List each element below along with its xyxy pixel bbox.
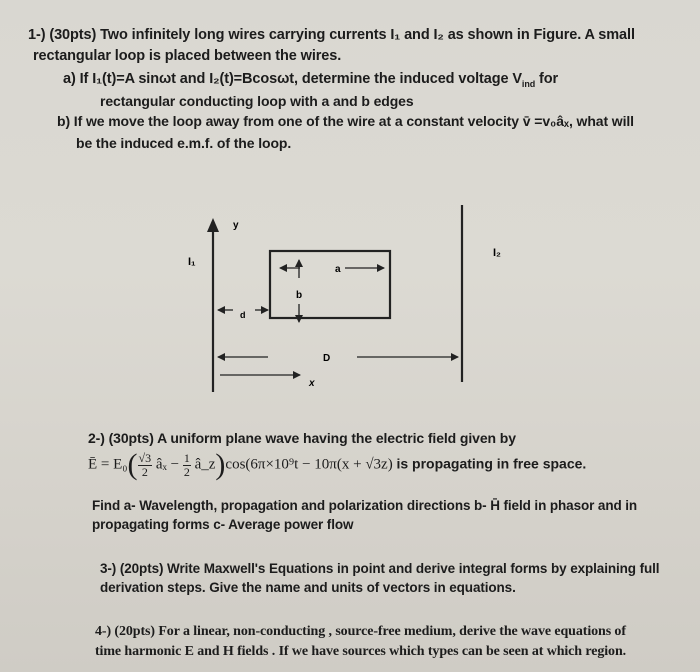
q1b-velocity: v̄ =v₀âₓ [522,113,569,129]
q3-line2: derivation steps. Give the name and units of vectors in equations. [100,580,516,595]
q1b-prefix: b) If we move the loop away from one of the wire at a constant velocity [57,113,523,129]
label-y: y [233,220,239,231]
wire-1-arrow-icon [207,218,219,232]
q1b-line2: be the induced e.m.f. of the loop. [76,135,292,151]
eq-ax: âₓ − [155,456,180,473]
q1-line1: 1-) (30pts) Two infinitely long wires carrying currents I₁ and I₂ as shown in Figure. A small [28,27,635,43]
q3-line1: 3-) (20pts) Write Maxwell's Equations in point and derive integral forms by explaining full [100,561,660,576]
q4-line2: time harmonic E and H fields . If we have sources which types can be seen at which region. [95,644,627,659]
q2-line1: 2-) (30pts) A uniform plane wave having the electric field given by [88,430,516,446]
q1a-line2: rectangular conducting loop with a and b edges [100,93,414,109]
label-b: b [296,290,303,301]
eq-cos: cos(6π×10⁹t − 10π(x + √3z) [225,456,393,473]
eq-lhs: Ē = E₀ [88,456,128,473]
q2-find2: propagating forms c- Average power flow [92,517,354,532]
eq-az: â_z [194,456,216,473]
q1a-prefix: a) If I₁(t)=A sinωt and I₂(t)=Bcosωt, determine the induced voltage V [63,71,522,87]
label-I1: I₁ [188,256,196,268]
eq-frac-sqrt3: $\frac{√3}{2}$ [138,450,152,479]
label-x: x [309,378,315,389]
eq-tail: is propagating in free space. [396,455,587,472]
label-I2: I₂ [493,247,501,259]
eq-frac-half: $\frac{1}{2}$ [183,450,190,479]
q2-find1: Find a- Wavelength, propagation and polarization directions b- H̄ field in phasor and in [92,498,638,513]
q1-line2: rectangular loop is placed between the wires. [33,48,342,64]
label-D: D [323,353,331,364]
q1b-suffix: , what will [568,113,634,129]
q4-line1: 4-) (20pts) For a linear, non-conducting , source-free medium, derive the wave equations of [95,624,626,639]
label-d: d [240,310,246,320]
label-a: a [335,264,341,275]
rectangular-loop [270,251,390,318]
q1a-suffix: for [535,71,559,87]
q1a-sub: ind [521,78,536,89]
q2-equation: Ē = E₀( $\frac{√3}{2}$ âₓ − $\frac{1}{2}$ â_z)cos(6π×10⁹t − 10π(x + √3z) is propagating in free space. [88,448,587,481]
